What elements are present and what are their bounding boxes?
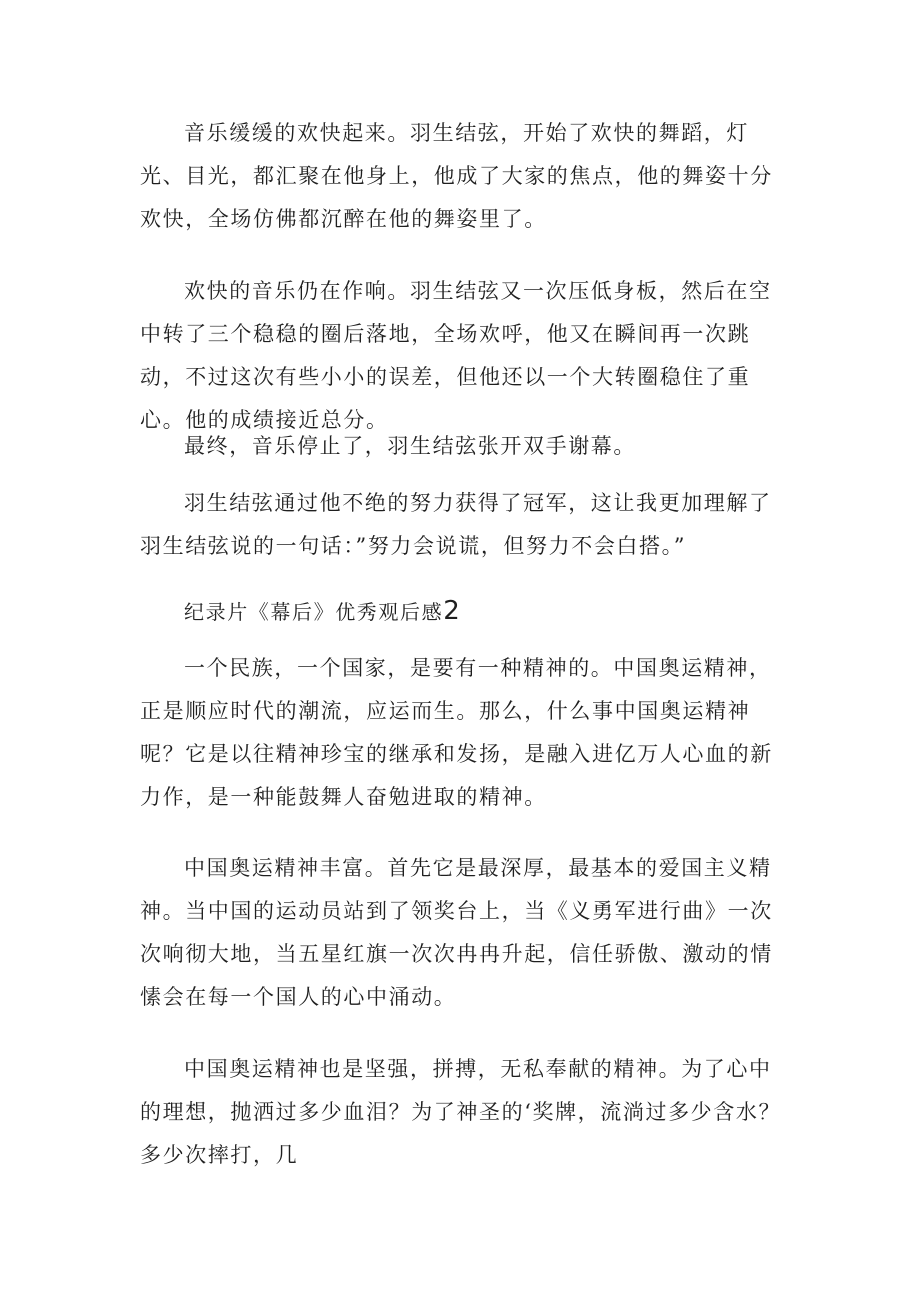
paragraph-6: 中国奥运精神丰富。首先它是最深厚，最基本的爱国主义精神。当中国的运动员站到了领奖台上，当《义勇军进行曲》一次次响彻大地，当五星红旗一次次冉冉升起，信任骄傲、激动的情愫会在每一个国人的心中涌动。 (140, 856, 773, 1009)
paragraph-7: 中国奥运精神也是坚强，拼搏，无私奉献的精神。为了心中的理想，抛洒过多少血泪？为了神圣的‘奖牌，流淌过多少含水？多少次摔打，几 (140, 1057, 782, 1167)
section-heading-text: 纪录片《幕后》优秀观后感 (184, 600, 444, 624)
paragraph-3: 最终，音乐停止了，羽生结弦张开双手谢幕。 (184, 434, 636, 458)
section-heading-number: 2 (443, 596, 462, 626)
paragraph-5: 一个民族，一个国家，是要有一种精神的。中国奥运精神，正是顺应时代的潮流，应运而生。那么，什么事中国奥运精神呢？它是以往精神珍宝的继承和发扬，是融入进亿万人心血的新力作，是一种能鼓舞人奋勉进取的精神。 (140, 656, 773, 809)
section-heading (140, 590, 790, 634)
paragraph-1: 音乐缓缓的欢快起来。羽生结弦，开始了欢快的舞蹈，灯光、目光，都汇聚在他身上，他成了大家的焦点，他的舞姿十分欢快，全场仿佛都沉醉在他的舞姿里了。 (140, 121, 773, 231)
paragraph-4: 羽生结弦通过他不绝的努力获得了冠军，这让我更加理解了羽生结弦说的一句话：”努力会说谎，但努力不会白搭。” (140, 491, 772, 558)
paragraph-2: 欢快的音乐仍在作响。羽生结弦又一次压低身板，然后在空中转了三个稳稳的圈后落地，全场欢呼，他又在瞬间再一次跳动，不过这次有些小小的误差，但他还以一个大转圈稳住了重心。他的成绩接近总分。 (140, 279, 772, 432)
